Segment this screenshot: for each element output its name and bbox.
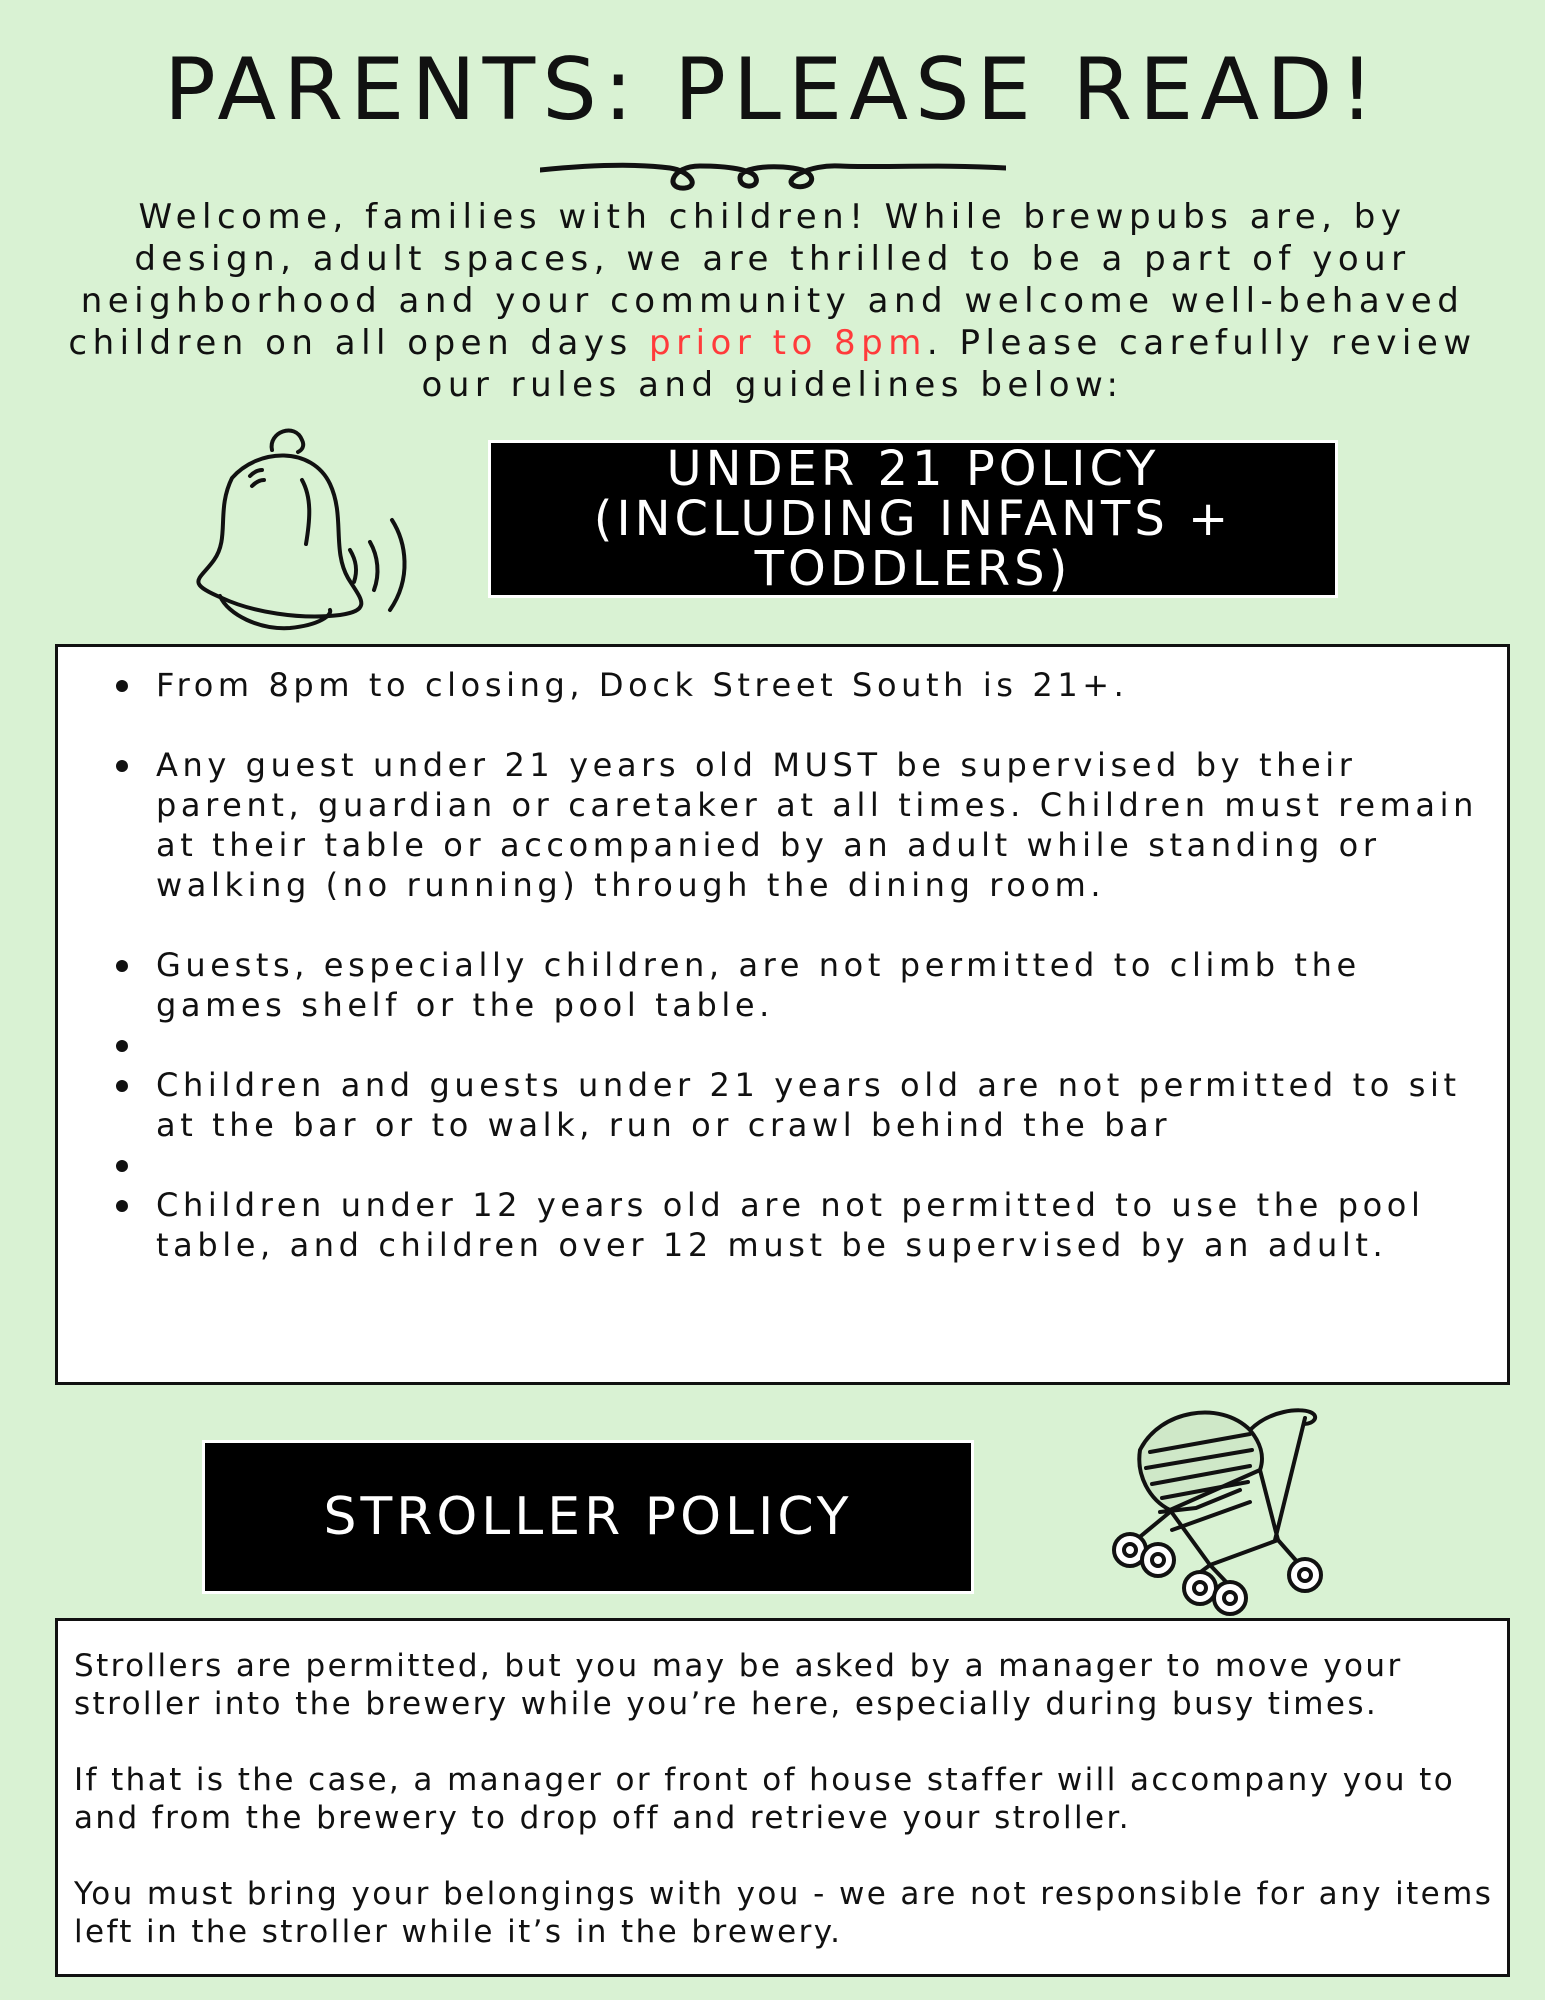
under21-rules-list [116,665,1496,1305]
rule-item-empty [116,1025,1496,1065]
page-title: PARENTS: PLEASE READ! [164,40,1381,140]
rule-item: Children under 12 years old are not permitted to use the pool table, and children over 12 must be supervised by an adult. [116,1185,1496,1265]
rule-item: Guests, especially children, are not permitted to climb the games shelf or the pool table. [116,945,1496,1025]
rule-item: Children and guests under 21 years old are not permitted to sit at the bar or to walk, run or crawl behind the bar [116,1065,1496,1145]
under21-heading-line2: (INCLUDING INFANTS + [593,491,1233,547]
rule-item: Any guest under 21 years old MUST be supervised by their parent, guardian or caretaker at all times. Children must remain at their table or accompanied by an adult while standing or walking (no running) through the dining room. [116,745,1496,905]
stroller-icon [1100,1390,1340,1620]
under21-heading [488,440,1338,598]
stroller-paragraph: You must bring your belongings with you - we are not responsible for any items left in the stroller while it’s in the brewery. [74,1876,1494,1950]
rule-item: From 8pm to closing, Dock Street South is 21+. [116,665,1496,705]
rule-item-empty [116,1145,1496,1185]
intro-text-before: Welcome, families with children! While brewpubs are, by design, adult spaces, we are thrilled to be a part of your neighborhood and your community and welcome well-behaved children on all open days [68,197,1465,363]
intro-paragraph [60,196,1485,406]
stroller-text-box [55,1618,1510,1977]
stroller-paragraph: If that is the case, a manager or front of house staffer will accompany you to and from the brewery to drop off and retrieve your stroller. [74,1762,1456,1836]
intro-highlight: prior to 8pm [649,323,927,363]
ringing-bell-icon [180,410,430,635]
under21-rules-box [55,644,1510,1385]
under21-heading-line1: UNDER 21 POLICY [666,441,1160,497]
stroller-paragraph: Strollers are permitted, but you may be asked by a manager to move your stroller into the brewery while you’re here, especially during busy times. [74,1648,1403,1722]
under21-heading-line3: TODDLERS) [754,541,1072,597]
stroller-heading: STROLLER POLICY [202,1440,974,1594]
intro-text-after: . Please carefully review our rules and guidelines below: [421,323,1477,405]
flourish-divider-icon [540,152,1006,196]
